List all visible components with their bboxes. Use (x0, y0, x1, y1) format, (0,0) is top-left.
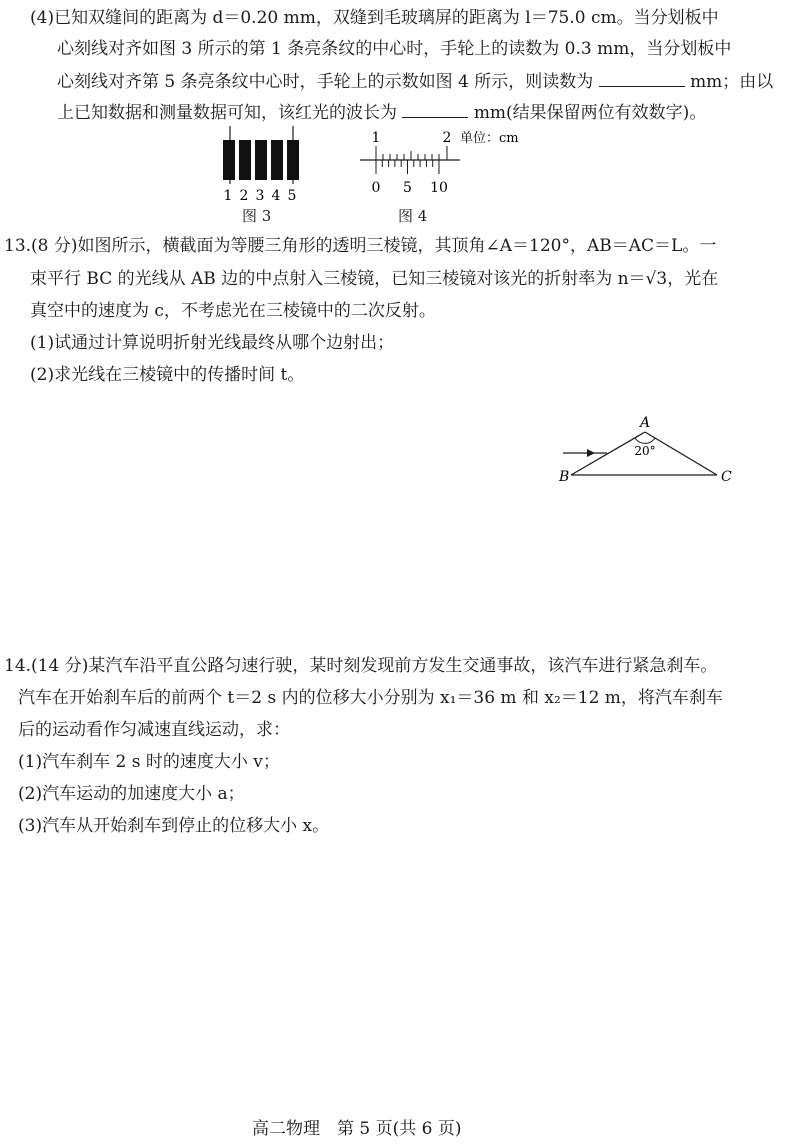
prism-diagram (555, 415, 755, 490)
q12-4-line-3-tail: mm；由以 (690, 72, 774, 92)
vertex-label-a: A (639, 415, 651, 431)
side-ac (645, 432, 717, 475)
q12-4-line-4 (57, 99, 706, 125)
fringe-label: 2 (239, 188, 249, 204)
q14-line-2: 汽车在开始刹车后的前两个 t＝2 s 内的位移大小分别为 x₁＝36 m 和 x₂＝12 m，将汽车刹车 (18, 688, 723, 708)
apex-angle-arc (635, 438, 655, 443)
q13-part-2: (2)求光线在三棱镜中的传播时间 t。 (30, 365, 305, 385)
vernier-label: 10 (430, 180, 448, 196)
figure-3 (214, 126, 314, 206)
main-scale-label: 2 (442, 130, 452, 146)
q14-part-3: (3)汽车从开始刹车到停止的位移大小 x。 (18, 816, 330, 836)
q13-line-2: 束平行 BC 的光线从 AB 边的中点射入三棱镜，已知三棱镜对该光的折射率为 n＝√3，光在 (30, 269, 719, 289)
q12-4-line-2: 心刻线对齐如图 3 所示的第 1 条亮条纹的中心时，手轮上的读数为 0.3 mm，当分划板中 (57, 39, 732, 59)
q13-line-1: 13.(8 分)如图所示，横截面为等腰三角形的透明三棱镜，其顶角∠A＝120°，AB＝AC＝L。一 (4, 236, 717, 256)
bright-fringe-1 (223, 140, 235, 180)
q12-4-line-3-text: 心刻线对齐第 5 条亮条纹中心时，手轮上的示数如图 4 所示，则读数为 (57, 72, 594, 92)
unit-label: 单位：cm (460, 131, 519, 146)
bright-fringe-5 (287, 140, 299, 180)
answer-blank-reading[interactable] (599, 68, 685, 87)
page-footer: 高二物理 第 5 页(共 6 页) (252, 1119, 462, 1139)
fringe-label: 4 (271, 188, 281, 204)
bright-fringe-2 (239, 140, 251, 180)
figure-3-caption: 图 3 (242, 207, 272, 225)
vertex-label-c: C (721, 469, 732, 485)
fringe-label: 1 (223, 188, 233, 204)
q14-part-2: (2)汽车运动的加速度大小 a； (18, 784, 245, 804)
bright-fringe-3 (255, 140, 267, 180)
figure-4-caption: 图 4 (398, 207, 428, 225)
angle-label: 20° (634, 444, 656, 458)
fringe-label: 5 (287, 188, 297, 204)
q14-part-1: (1)汽车刹车 2 s 时的速度大小 v； (18, 752, 280, 772)
answer-blank-wavelength[interactable] (402, 99, 468, 118)
q14-line-3: 后的运动看作匀减速直线运动，求： (18, 720, 290, 740)
fringe-label: 3 (255, 188, 265, 204)
bright-fringe-4 (271, 140, 283, 180)
ray-arrow-icon (587, 449, 595, 457)
q12-4-line-3 (57, 68, 773, 94)
prism-figure (555, 415, 755, 490)
main-scale-label: 1 (371, 130, 381, 146)
figure-4 (360, 126, 540, 201)
vernier-scale (360, 126, 540, 201)
vernier-label: 0 (371, 180, 381, 196)
vernier-label: 5 (403, 180, 412, 196)
q13-line-3: 真空中的速度为 c，不考虑光在三棱镜中的二次反射。 (30, 301, 436, 321)
q13-part-1: (1)试通过计算说明折射光线最终从哪个边射出； (30, 333, 395, 353)
q14-line-1: 14.(14 分)某汽车沿平直公路匀速行驶，某时刻发现前方发生交通事故，该汽车进行紧急刹车。 (4, 656, 718, 676)
q12-4-line-1: (4)已知双缝间的距离为 d＝0.20 mm，双缝到毛玻璃屏的距离为 l＝75.0 cm。当分划板中 (30, 8, 719, 28)
q12-4-line-4-tail: mm(结果保留两位有效数字)。 (473, 103, 707, 123)
vertex-label-b: B (559, 469, 570, 485)
q12-4-line-4-text: 上已知数据和测量数据可知，该红光的波长为 (57, 103, 397, 123)
fringe-diagram (214, 126, 314, 206)
